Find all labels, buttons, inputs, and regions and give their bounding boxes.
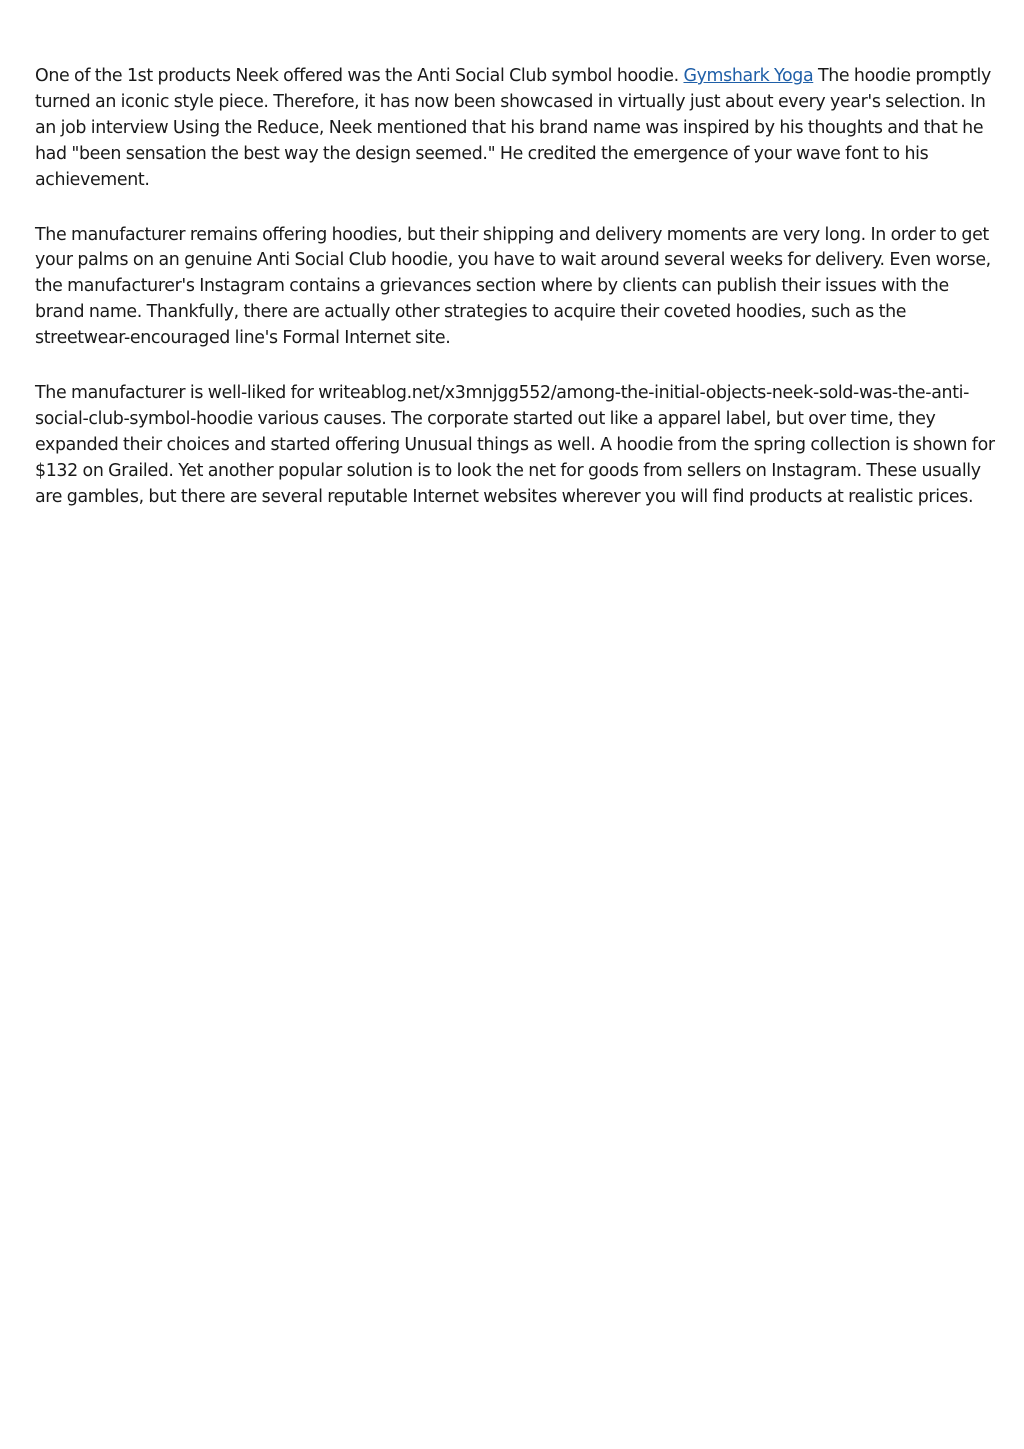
paragraph-2: The manufacturer remains offering hoodies, but their shipping and delivery moments are very long. In order to get your palms on an genuine Anti Social Club hoodie, you have to wait around several weeks for delivery. Even worse, the manufacturer's Instagram contains a grievances section where by clients can publish their issues with the brand name. Thankfully, there are actually other strategies to acquire their coveted hoodies, such as the streetwear-encouraged line's Formal Internet site. bbox=[35, 224, 991, 349]
paragraph-3: The manufacturer is well-liked for writeablog.net/x3mnjgg552/among-the-initial-objects-neek-sold-was-the-anti-social-club-symbol-hoodie various causes. The corporate started out like a apparel label, but over time, they expanded their choices and started offering Unusual things as well. A hoodie from the spring collection is shown for $132 on Grailed. Yet another popular solution is to look the net for goods from sellers on Instagram. These usually are gambles, but there are several reputable Internet websites wherever you will find products at realistic prices. bbox=[35, 383, 995, 507]
paragraph-1-text-end: The hoodie promptly turned an iconic style piece. Therefore, it has now been showcased in virtually just about every year's selection. In an job interview Using the Reduce, Neek mentioned that his brand name was inspired by his thoughts and that he had "been sensation the best way the design seemed." He credited the emergence of your wave font to his achievement. bbox=[35, 66, 991, 190]
paragraph-1-text-start: One of the 1st products Neek offered was the Anti Social Club symbol hoodie. bbox=[35, 66, 684, 86]
paragraph-1 bbox=[35, 64, 995, 194]
gymshark-yoga-link[interactable]: Gymshark Yoga bbox=[683, 66, 814, 86]
document-body bbox=[35, 64, 995, 540]
